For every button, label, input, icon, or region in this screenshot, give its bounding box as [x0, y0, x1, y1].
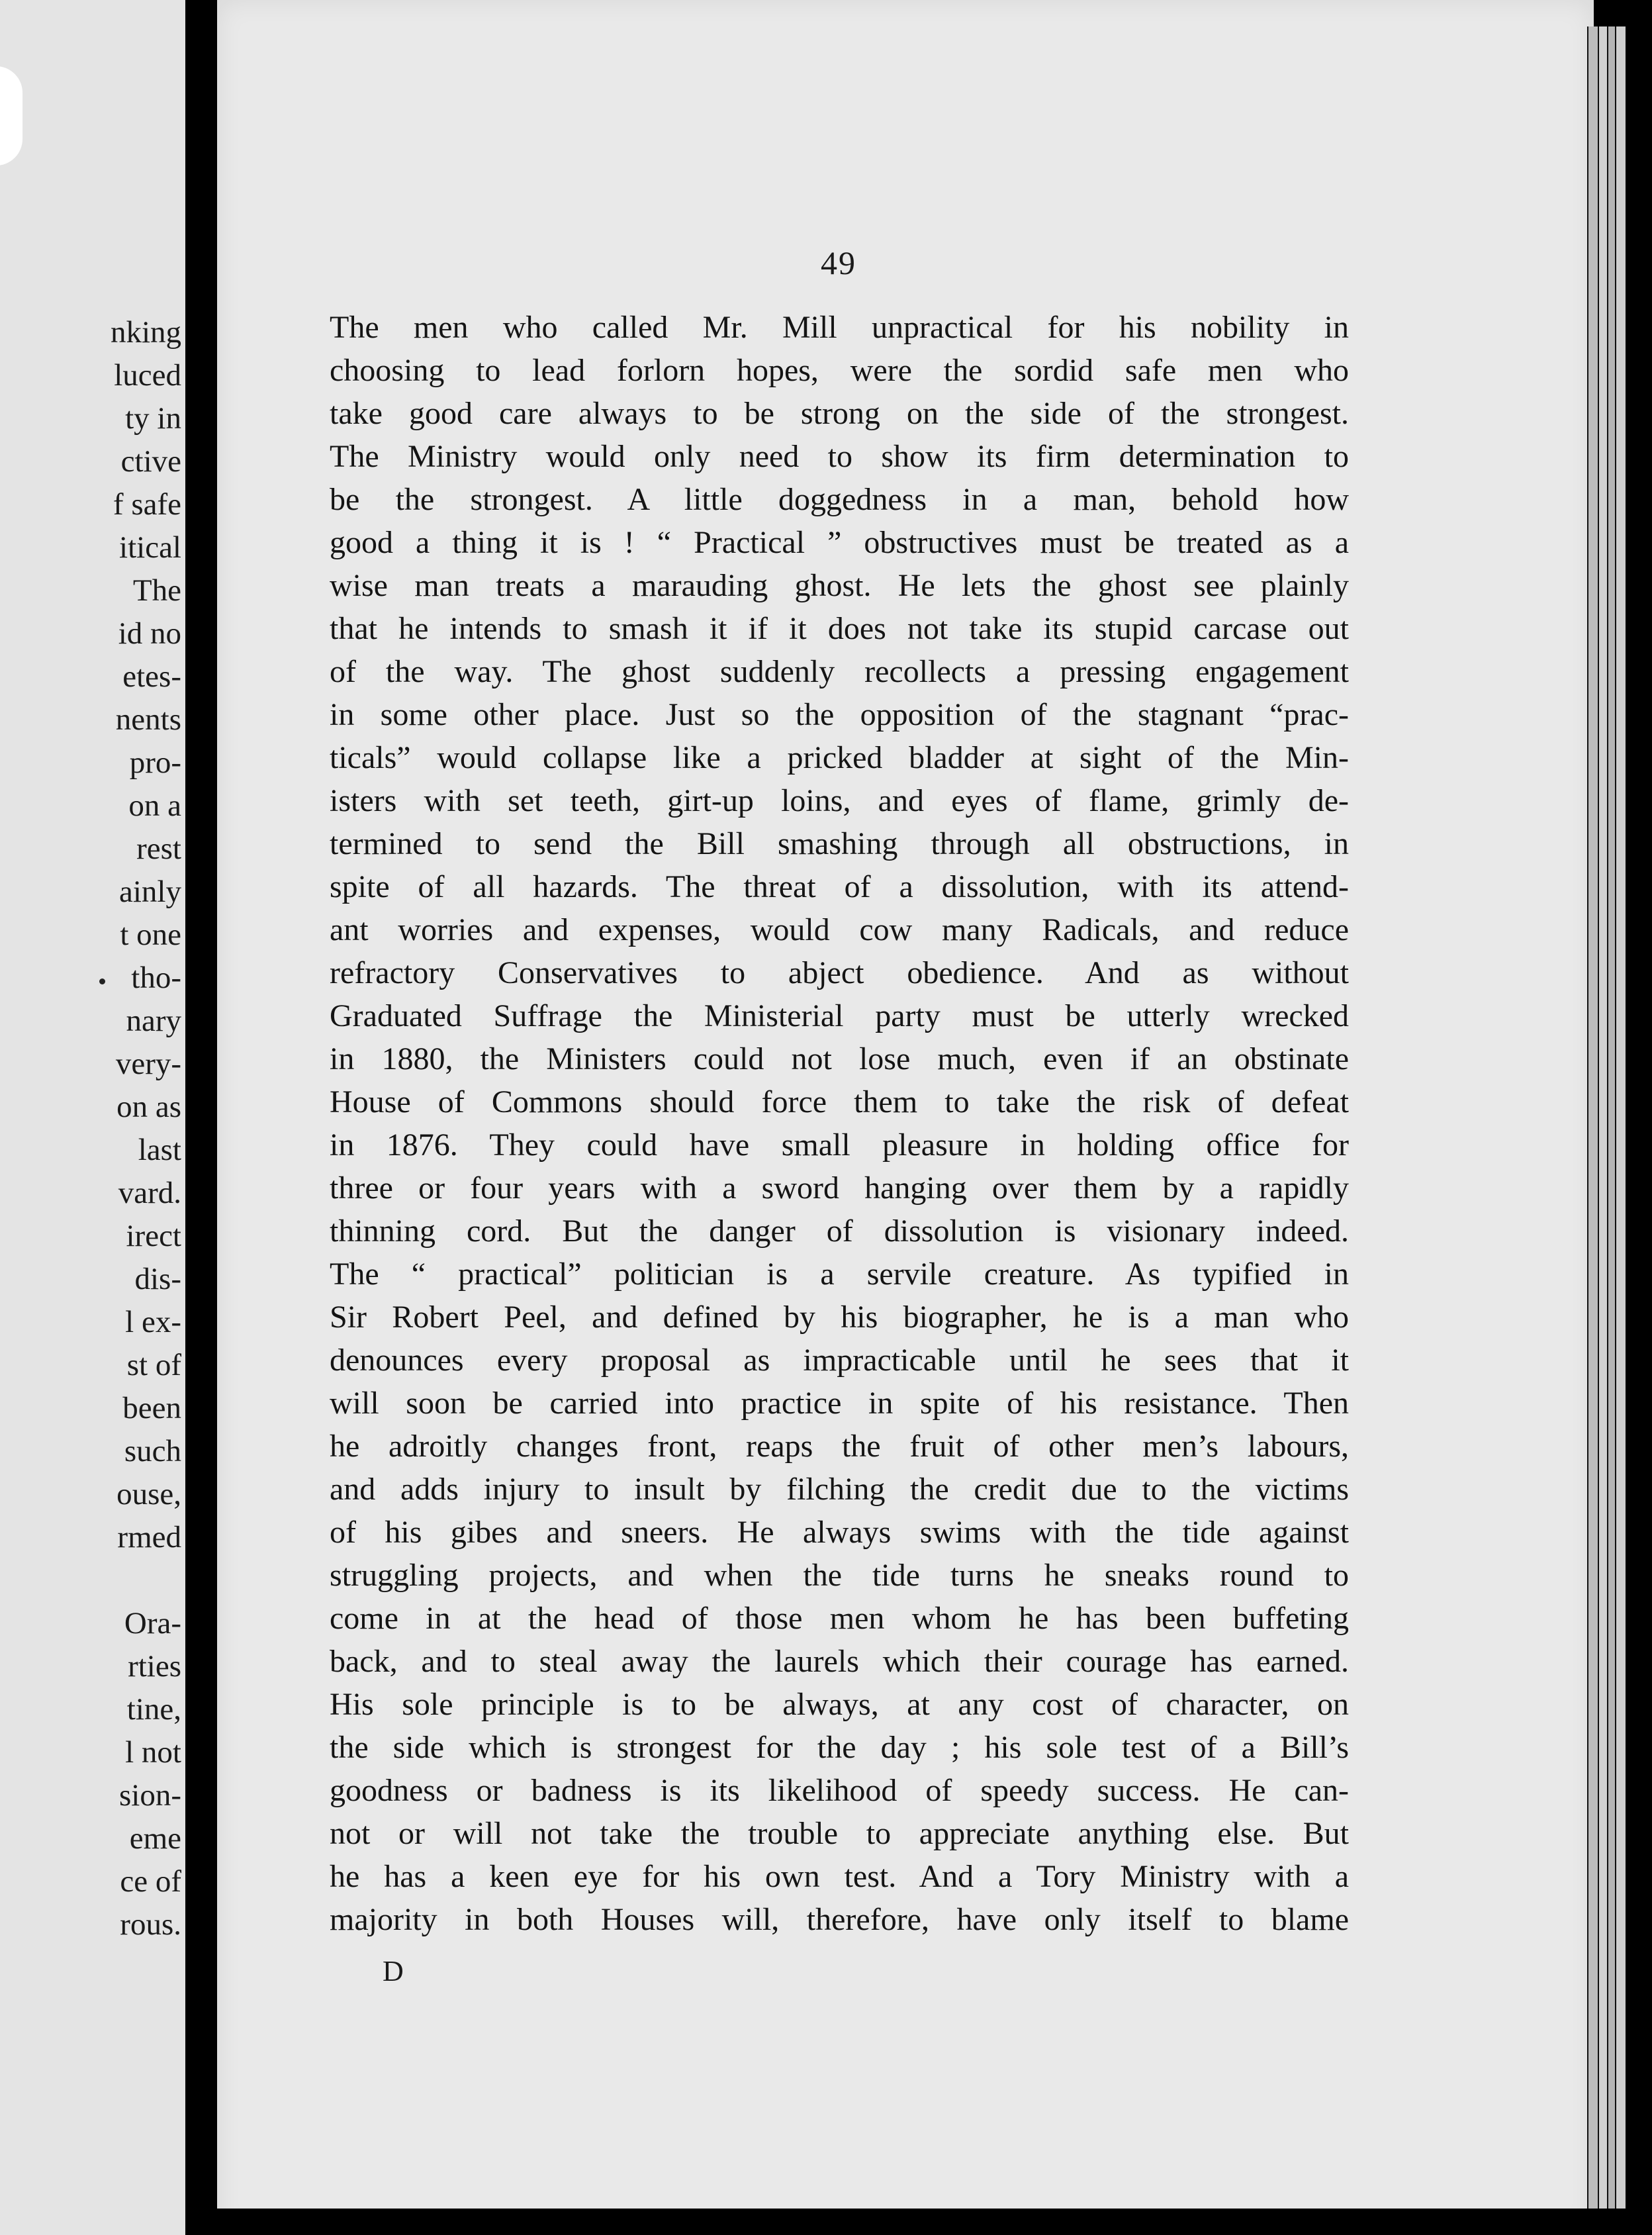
- text-line: refractory Conservatives to abject obedience. And as without: [330, 955, 1349, 990]
- text-line: not or will not take the trouble to appreciate anything else. But: [330, 1816, 1349, 1851]
- text-line: in 1876. They could have small pleasure in holding office for: [330, 1127, 1349, 1163]
- text-line: t one: [120, 918, 181, 952]
- text-line: nents: [115, 702, 181, 737]
- text-line: of his gibes and sneers. He always swims with the tide against: [330, 1515, 1349, 1550]
- text-line: The “ practical” politician is a servile creature. As typified in: [330, 1257, 1349, 1292]
- text-line: ctive: [120, 444, 181, 479]
- page-notch-shape: [0, 66, 23, 166]
- text-line: dis-: [134, 1262, 181, 1296]
- text-line: Ora-: [124, 1606, 181, 1641]
- text-line: sion-: [119, 1778, 181, 1813]
- text-line: last: [138, 1133, 181, 1167]
- text-line: f safe: [113, 487, 181, 522]
- text-line: Graduated Suffrage the Ministerial party must be utterly wrecked: [330, 998, 1349, 1033]
- text-line: on a: [128, 788, 181, 823]
- text-line: ouse,: [116, 1477, 181, 1511]
- page-edge: [1598, 26, 1607, 2211]
- text-line: majority in both Houses will, therefore, have only itself to blame: [330, 1902, 1349, 1937]
- page-edge: [1607, 26, 1615, 2211]
- text-line: The Ministry would only need to show its firm determination to: [330, 439, 1349, 474]
- book-gutter: [185, 0, 217, 2235]
- text-line: The: [132, 573, 181, 608]
- page-body-text: [330, 306, 1574, 1941]
- left-page-text: [9, 311, 181, 1946]
- text-line: in 1880, the Ministers could not lose much, even if an obstinate: [330, 1041, 1349, 1076]
- text-line: been: [122, 1391, 181, 1425]
- text-line: back, and to steal away the laurels which their courage has earned.: [330, 1644, 1349, 1679]
- text-line: l ex-: [125, 1305, 181, 1339]
- text-line: spite of all hazards. The threat of a dissolution, with its attend-: [330, 869, 1349, 904]
- page-edge: [1587, 26, 1598, 2211]
- text-line: such: [124, 1434, 181, 1468]
- text-line: three or four years with a sword hanging over them by a rapidly: [330, 1170, 1349, 1206]
- text-line: be the strongest. A little doggedness in a man, behold how: [330, 482, 1349, 517]
- text-line: in some other place. Just so the opposition of the stagnant “prac-: [330, 697, 1349, 732]
- text-line: isters with set teeth, girt-up loins, and eyes of flame, grimly de-: [330, 783, 1349, 818]
- text-line: pro-: [129, 745, 181, 780]
- text-line: will soon be carried into practice in spite of his resistance. Then: [330, 1386, 1349, 1421]
- text-line: nary: [126, 1004, 181, 1038]
- text-line: he adroitly changes front, reaps the fruit of other men’s labours,: [330, 1429, 1349, 1464]
- main-page: [217, 0, 1594, 2235]
- left-facing-page: [0, 0, 185, 2235]
- text-line: ce of: [120, 1864, 181, 1899]
- text-line: take good care always to be strong on the side of the strongest.: [330, 396, 1349, 431]
- text-line: irect: [126, 1219, 181, 1253]
- text-line: very-: [115, 1047, 181, 1081]
- text-line: ainly: [119, 875, 181, 909]
- text-line: denounces every proposal as impracticable until he sees that it: [330, 1343, 1349, 1378]
- text-line: ant worries and expenses, would cow many Radicals, and reduce: [330, 912, 1349, 947]
- text-line: struggling projects, and when the tide turns he sneaks round to: [330, 1558, 1349, 1593]
- text-line: thinning cord. But the danger of dissolution is visionary indeed.: [330, 1213, 1349, 1249]
- text-line: tine,: [126, 1692, 181, 1727]
- text-line: etes-: [122, 659, 181, 694]
- text-line: [9, 1559, 181, 1602]
- text-line: wise man treats a marauding ghost. He lets the ghost see plainly: [330, 568, 1349, 603]
- text-line: l not: [125, 1735, 181, 1770]
- text-line: rest: [136, 832, 181, 866]
- text-line: His sole principle is to be always, at any cost of character, on: [330, 1687, 1349, 1722]
- scan-border: [217, 2209, 1652, 2235]
- text-line: eme: [129, 1821, 181, 1856]
- text-line: House of Commons should force them to take the risk of defeat: [330, 1084, 1349, 1119]
- text-line: and adds injury to insult by filching the credit due to the victims: [330, 1472, 1349, 1507]
- page-number: 49: [821, 244, 856, 281]
- text-line: luced: [114, 358, 181, 393]
- text-line: the side which is strongest for the day ; his sole test of a Bill’s: [330, 1730, 1349, 1765]
- page-edges: [1587, 26, 1640, 2211]
- text-line: itical: [119, 530, 181, 565]
- text-line: of the way. The ghost suddenly recollects a pressing engagement: [330, 654, 1349, 689]
- text-line: st of: [126, 1348, 181, 1382]
- text-line: id no: [118, 616, 181, 651]
- text-line: rmed: [117, 1520, 181, 1554]
- text-line: ticals” would collapse like a pricked bladder at sight of the Min-: [330, 740, 1349, 775]
- text-line: vard.: [118, 1176, 181, 1210]
- page-edge: [1615, 26, 1626, 2211]
- signature-mark: D: [383, 1955, 408, 1987]
- text-line: termined to send the Bill smashing through all obstructions, in: [330, 826, 1349, 861]
- text-line: tho-: [131, 961, 181, 995]
- text-line: on as: [116, 1090, 181, 1124]
- text-line: rties: [128, 1649, 181, 1684]
- text-line: goodness or badness is its likelihood of speedy success. He can-: [330, 1773, 1349, 1808]
- text-line: he has a keen eye for his own test. And a Tory Ministry with a: [330, 1859, 1349, 1894]
- text-line: come in at the head of those men whom he has been buffeting: [330, 1601, 1349, 1636]
- text-line: Sir Robert Peel, and defined by his biographer, he is a man who: [330, 1300, 1349, 1335]
- text-line: The men who called Mr. Mill unpractical for his nobility in: [330, 310, 1349, 345]
- text-line: choosing to lead forlorn hopes, were the sordid safe men who: [330, 353, 1349, 388]
- text-line: that he intends to smash it if it does not take its stupid carcase out: [330, 611, 1349, 646]
- text-line: ty in: [125, 401, 181, 436]
- text-line: good a thing it is ! “ Practical ” obstructives must be treated as a: [330, 525, 1349, 560]
- text-line: nking: [110, 315, 181, 350]
- text-line: rous.: [120, 1907, 181, 1942]
